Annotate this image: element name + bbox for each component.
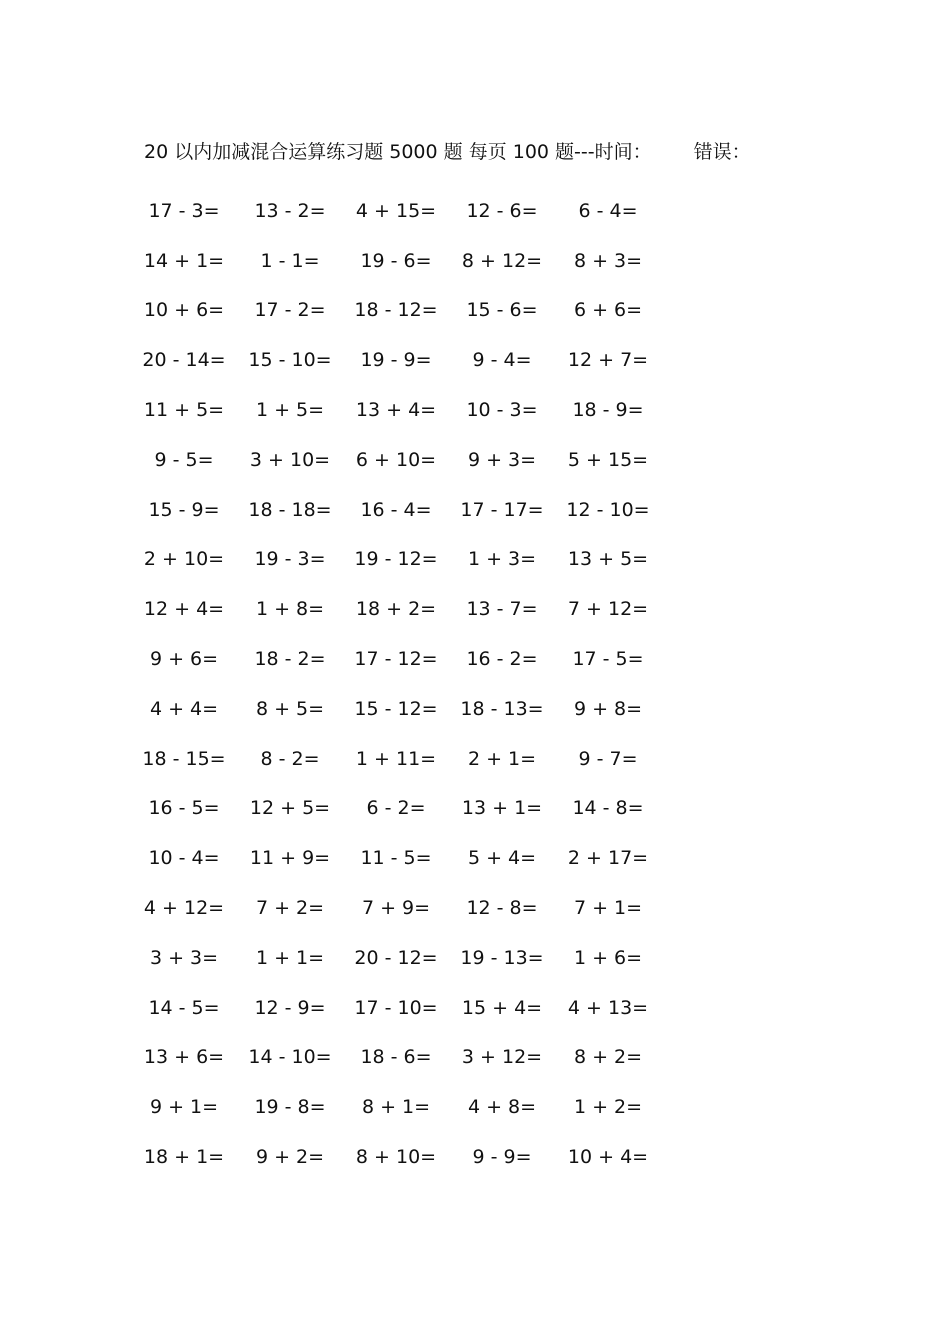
problem-row: [140, 186, 700, 236]
problem-grid: [140, 186, 700, 1182]
problem-item: 6 - 4=: [578, 199, 638, 222]
problem-item: 18 - 18=: [248, 498, 332, 521]
problem-item: 1 + 5=: [255, 399, 325, 422]
problem-item: 6 - 2=: [366, 797, 426, 820]
problem-row: [140, 1132, 700, 1182]
problem-item: 8 + 5=: [255, 697, 325, 720]
problem-item: 6 + 6=: [573, 299, 643, 322]
problem-item: 18 - 6=: [360, 1046, 432, 1069]
problem-item: 2 + 17=: [567, 847, 649, 870]
problem-item: 7 + 9=: [361, 897, 431, 920]
problem-item: 19 - 13=: [460, 946, 544, 969]
problem-row: [140, 584, 700, 634]
problem-item: 15 - 9=: [148, 498, 220, 521]
problem-item: 20 - 14=: [142, 349, 226, 372]
problem-item: 12 + 4=: [143, 598, 225, 621]
problem-item: 9 + 8=: [573, 697, 643, 720]
problem-item: 13 - 2=: [254, 199, 326, 222]
problem-row: [140, 385, 700, 435]
problem-item: 9 + 3=: [467, 448, 537, 471]
problem-row: [140, 634, 700, 684]
problem-item: 9 + 2=: [255, 1146, 325, 1169]
problem-item: 19 - 6=: [360, 249, 432, 272]
problem-item: 4 + 15=: [355, 199, 437, 222]
problem-row: [140, 335, 700, 385]
problem-item: 18 - 15=: [142, 747, 226, 770]
problem-item: 4 + 4=: [149, 697, 219, 720]
problem-item: 16 - 4=: [360, 498, 432, 521]
problem-item: 13 + 6=: [143, 1046, 225, 1069]
problem-item: 3 + 3=: [149, 946, 219, 969]
problem-item: 1 + 8=: [255, 598, 325, 621]
problem-item: 14 + 1=: [143, 249, 225, 272]
problem-item: 1 - 1=: [260, 249, 320, 272]
problem-row: [140, 734, 700, 784]
problem-item: 5 + 15=: [567, 448, 649, 471]
problem-row: [140, 1082, 700, 1132]
problem-row: [140, 833, 700, 883]
problem-item: 18 + 1=: [143, 1146, 225, 1169]
problem-item: 17 - 17=: [460, 498, 544, 521]
problem-item: 12 - 9=: [254, 996, 326, 1019]
problem-item: 8 - 2=: [260, 747, 320, 770]
problem-item: 17 - 10=: [354, 996, 438, 1019]
problem-item: 11 + 9=: [249, 847, 331, 870]
problem-item: 10 - 3=: [466, 399, 538, 422]
problem-item: 9 - 5=: [154, 448, 214, 471]
problem-item: 19 - 12=: [354, 548, 438, 571]
problem-item: 8 + 10=: [355, 1146, 437, 1169]
problem-item: 20 - 12=: [354, 946, 438, 969]
problem-item: 15 + 4=: [461, 996, 543, 1019]
problem-row: [140, 1033, 700, 1083]
problem-row: [140, 784, 700, 834]
problem-item: 13 - 7=: [466, 598, 538, 621]
problem-item: 17 - 3=: [148, 199, 220, 222]
problem-row: [140, 286, 700, 336]
problem-item: 8 + 12=: [461, 249, 543, 272]
problem-item: 9 - 7=: [578, 747, 638, 770]
problem-item: 13 + 5=: [567, 548, 649, 571]
problem-item: 17 - 12=: [354, 648, 438, 671]
problem-row: [140, 435, 700, 485]
worksheet-title: 20 以内加减混合运算练习题 5000 题 每页 100 题---时间：: [144, 141, 652, 163]
problem-item: 15 - 6=: [466, 299, 538, 322]
problem-item: 4 + 12=: [143, 897, 225, 920]
problem-item: 19 - 3=: [254, 548, 326, 571]
problem-item: 2 + 10=: [143, 548, 225, 571]
problem-item: 3 + 10=: [249, 448, 331, 471]
problem-item: 1 + 3=: [467, 548, 537, 571]
problem-item: 12 + 5=: [249, 797, 331, 820]
problem-item: 11 + 5=: [143, 399, 225, 422]
problem-item: 3 + 12=: [461, 1046, 543, 1069]
problem-item: 19 - 9=: [360, 349, 432, 372]
problem-item: 18 - 13=: [460, 697, 544, 720]
problem-item: 12 - 8=: [466, 897, 538, 920]
problem-item: 18 + 2=: [355, 598, 437, 621]
problem-item: 6 + 10=: [355, 448, 437, 471]
problem-item: 9 + 6=: [149, 648, 219, 671]
problem-item: 13 + 1=: [461, 797, 543, 820]
problem-row: [140, 535, 700, 585]
worksheet-header: [144, 137, 751, 164]
problem-item: 5 + 4=: [467, 847, 537, 870]
problem-item: 17 - 5=: [572, 648, 644, 671]
problem-item: 11 - 5=: [360, 847, 432, 870]
problem-item: 10 - 4=: [148, 847, 220, 870]
problem-item: 8 + 2=: [573, 1046, 643, 1069]
problem-item: 16 - 5=: [148, 797, 220, 820]
problem-item: 10 + 4=: [567, 1146, 649, 1169]
problem-item: 18 - 2=: [254, 648, 326, 671]
problem-item: 8 + 3=: [573, 249, 643, 272]
problem-item: 4 + 13=: [567, 996, 649, 1019]
problem-item: 14 - 10=: [248, 1046, 332, 1069]
problem-row: [140, 933, 700, 983]
problem-item: 9 - 9=: [472, 1146, 532, 1169]
problem-item: 12 - 10=: [566, 498, 650, 521]
problem-row: [140, 485, 700, 535]
problem-item: 10 + 6=: [143, 299, 225, 322]
problem-item: 1 + 6=: [573, 946, 643, 969]
problem-item: 2 + 1=: [467, 747, 537, 770]
problem-item: 16 - 2=: [466, 648, 538, 671]
problem-item: 7 + 12=: [567, 598, 649, 621]
problem-item: 19 - 8=: [254, 1096, 326, 1119]
problem-item: 15 - 12=: [354, 697, 438, 720]
problem-item: 1 + 1=: [255, 946, 325, 969]
problem-item: 7 + 1=: [573, 897, 643, 920]
problem-item: 12 - 6=: [466, 199, 538, 222]
problem-item: 7 + 2=: [255, 897, 325, 920]
problem-item: 4 + 8=: [467, 1096, 537, 1119]
problem-row: [140, 236, 700, 286]
problem-item: 17 - 2=: [254, 299, 326, 322]
problem-item: 14 - 5=: [148, 996, 220, 1019]
problem-item: 13 + 4=: [355, 399, 437, 422]
problem-item: 8 + 1=: [361, 1096, 431, 1119]
problem-item: 1 + 11=: [355, 747, 437, 770]
problem-row: [140, 883, 700, 933]
error-label: 错误：: [693, 141, 751, 163]
problem-row: [140, 684, 700, 734]
problem-item: 12 + 7=: [567, 349, 649, 372]
problem-row: [140, 983, 700, 1033]
problem-item: 18 - 9=: [572, 399, 644, 422]
problem-item: 15 - 10=: [248, 349, 332, 372]
problem-item: 14 - 8=: [572, 797, 644, 820]
problem-item: 9 - 4=: [472, 349, 532, 372]
problem-item: 1 + 2=: [573, 1096, 643, 1119]
problem-item: 18 - 12=: [354, 299, 438, 322]
problem-item: 9 + 1=: [149, 1096, 219, 1119]
